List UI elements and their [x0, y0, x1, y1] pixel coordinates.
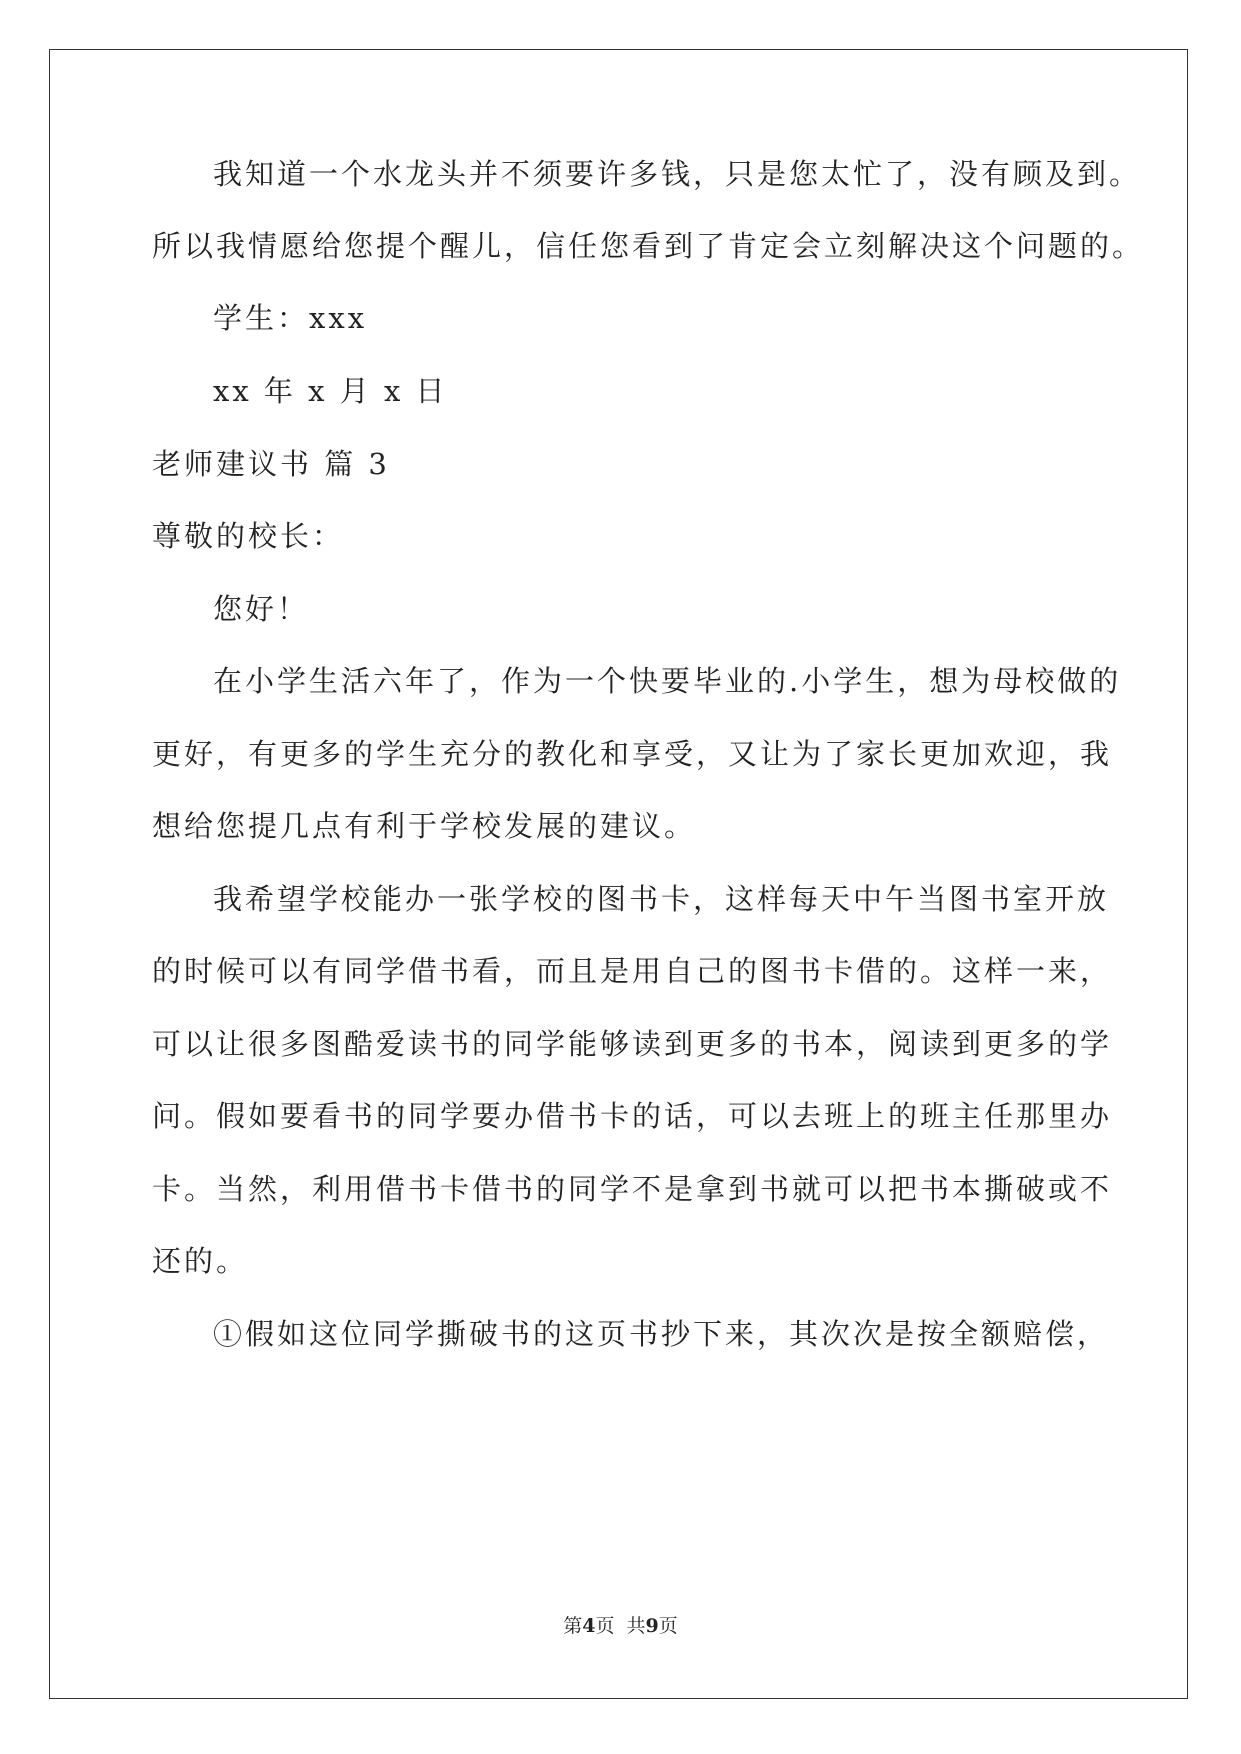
text-line: 还的。: [152, 1244, 249, 1278]
text-line: ①假如这位同学撕破书的这页书抄下来，其次次是按全额赔偿，: [213, 1317, 1110, 1351]
text-line: 可以让很多图酷爱读书的同学能够读到更多的书本，阅读到更多的学: [152, 1027, 1113, 1061]
footer-mid: 页 共: [595, 1615, 646, 1637]
text-line: 卡。当然，利用借书卡借书的同学不是拿到书就可以把书本撕破或不: [152, 1172, 1113, 1206]
text-line: 问。假如要看书的同学要办借书卡的话，可以去班上的班主任那里办: [152, 1099, 1113, 1133]
text-line: 我希望学校能办一张学校的图书卡，这样每天中午当图书室开放: [213, 882, 1110, 916]
page-border: [49, 49, 1188, 1699]
signature-line: 学生：xxx: [213, 301, 368, 335]
text-line: 我知道一个水龙头并不须要许多钱，只是您太忙了，没有顾及到。: [213, 157, 1142, 191]
text-line: 在小学生活六年了，作为一个快要毕业的.小学生，想为母校做的: [213, 664, 1122, 698]
text-line: 的时候可以有同学借书看，而且是用自己的图书卡借的。这样一来，: [152, 954, 1113, 988]
section-heading: 老师建议书 篇 3: [152, 447, 390, 481]
salutation: 尊敬的校长：: [152, 519, 345, 553]
text-line: 所以我情愿给您提个醒儿，信任您看到了肯定会立刻解决这个问题的。: [152, 229, 1145, 263]
greeting: 您好！: [213, 592, 310, 626]
footer-prefix: 第: [563, 1615, 583, 1637]
footer-page-current: 4: [582, 1615, 596, 1637]
page-footer: [0, 1614, 1241, 1638]
footer-suffix: 页: [658, 1615, 678, 1637]
text-line: 更好，有更多的学生充分的教化和享受，又让为了家长更加欢迎，我: [152, 737, 1113, 771]
footer-page-total: 9: [645, 1615, 659, 1637]
date-line: xx 年 x 月 x 日: [213, 374, 448, 408]
text-line: 想给您提几点有利于学校发展的建议。: [152, 809, 697, 843]
